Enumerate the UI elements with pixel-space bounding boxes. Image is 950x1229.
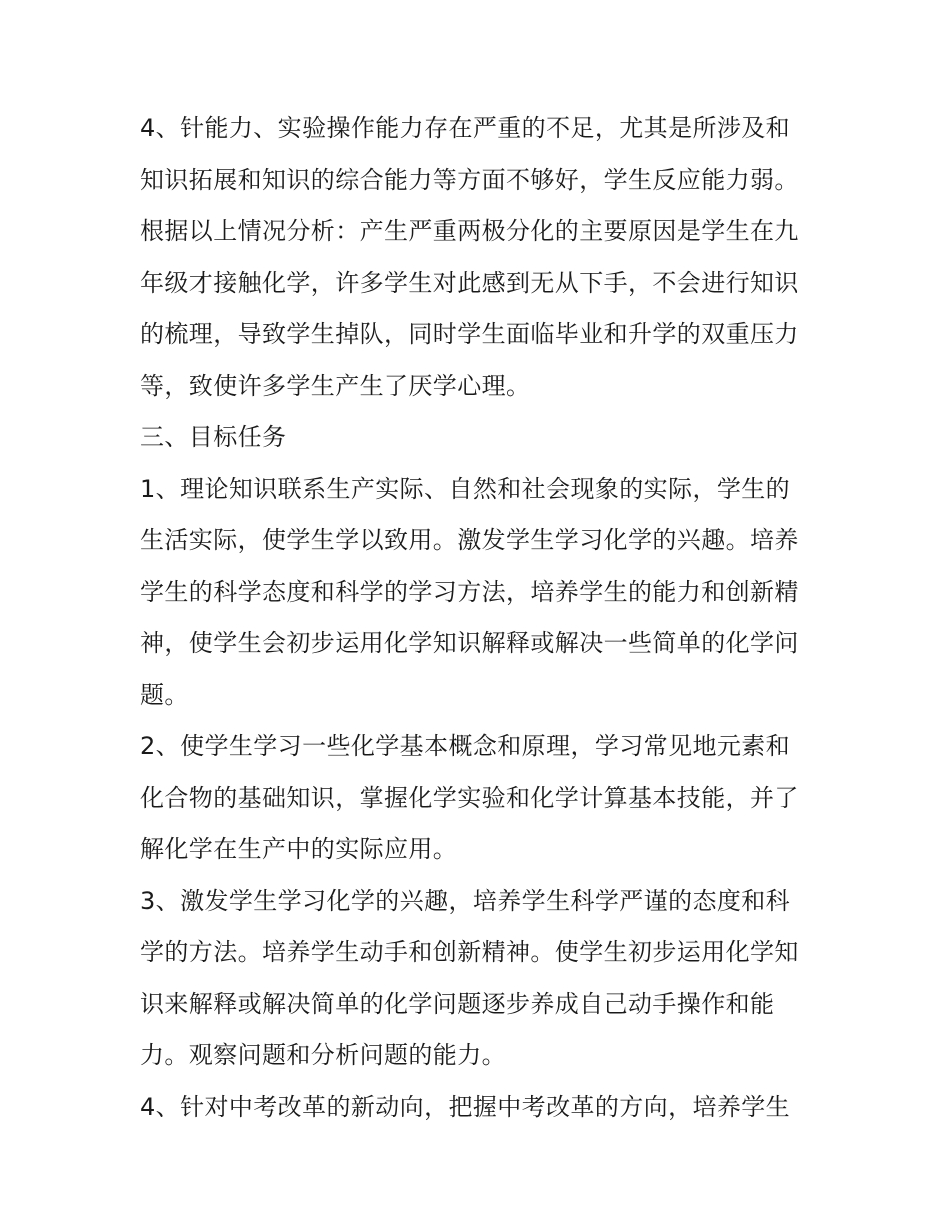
text-line: 化合物的基础知识，掌握化学实验和化学计算基本技能，并了: [140, 783, 799, 812]
paragraph-ability-shortcomings: [140, 103, 820, 206]
text-line: 学的方法。培养学生动手和创新精神。使学生初步运用化学知: [140, 938, 799, 966]
text-line: 等，致使许多学生产生了厌学心理。: [140, 371, 531, 400]
text-line: 1、理论知识联系生产实际、自然和社会现象的实际，学生的: [140, 474, 791, 503]
paragraph-goal-1: [140, 464, 820, 722]
text-line: 2、使学生学习一些化学基本概念和原理，学习常见地元素和: [140, 732, 791, 760]
text-line: 生活实际，使学生学以致用。激发学生学习化学的兴趣。培养: [140, 526, 799, 554]
text-line: 4、针能力、实验操作能力存在严重的不足，尤其是所涉及和: [140, 114, 791, 142]
paragraph-goal-4: [140, 1082, 820, 1134]
text-line: 知识拓展和知识的综合能力等方面不够好，学生反应能力弱。: [140, 165, 799, 194]
text-line: 学生的科学态度和科学的学习方法，培养学生的能力和创新精: [140, 577, 799, 606]
paragraph-goal-3: [140, 876, 820, 1082]
document-body: [140, 103, 820, 1133]
section-heading-goals: [140, 412, 820, 464]
text-line: 力。观察问题和分析问题的能力。: [140, 1041, 506, 1069]
paragraph-situation-analysis: [140, 206, 820, 412]
paragraph-goal-2: [140, 721, 820, 876]
text-line: 年级才接触化学，许多学生对此感到无从下手，不会进行知识: [140, 268, 799, 297]
text-line: 的梳理，导致学生掉队，同时学生面临毕业和升学的双重压力: [140, 320, 799, 348]
text-line: 根据以上情况分析：产生严重两极分化的主要原因是学生在九: [140, 217, 799, 245]
text-line: 神，使学生会初步运用化学知识解释或解决一些简单的化学问: [140, 629, 799, 657]
text-line: 解化学在生产中的实际应用。: [140, 835, 458, 863]
text-line: 识来解释或解决简单的化学问题逐步养成自己动手操作和能: [140, 989, 775, 1018]
text-line: 题。: [140, 680, 189, 709]
heading-line: 三、目标任务: [140, 423, 287, 451]
text-line: 4、针对中考改革的新动向，把握中考改革的方向，培养学生: [140, 1092, 791, 1121]
text-line: 3、激发学生学习化学的兴趣，培养学生科学严谨的态度和科: [140, 886, 791, 915]
